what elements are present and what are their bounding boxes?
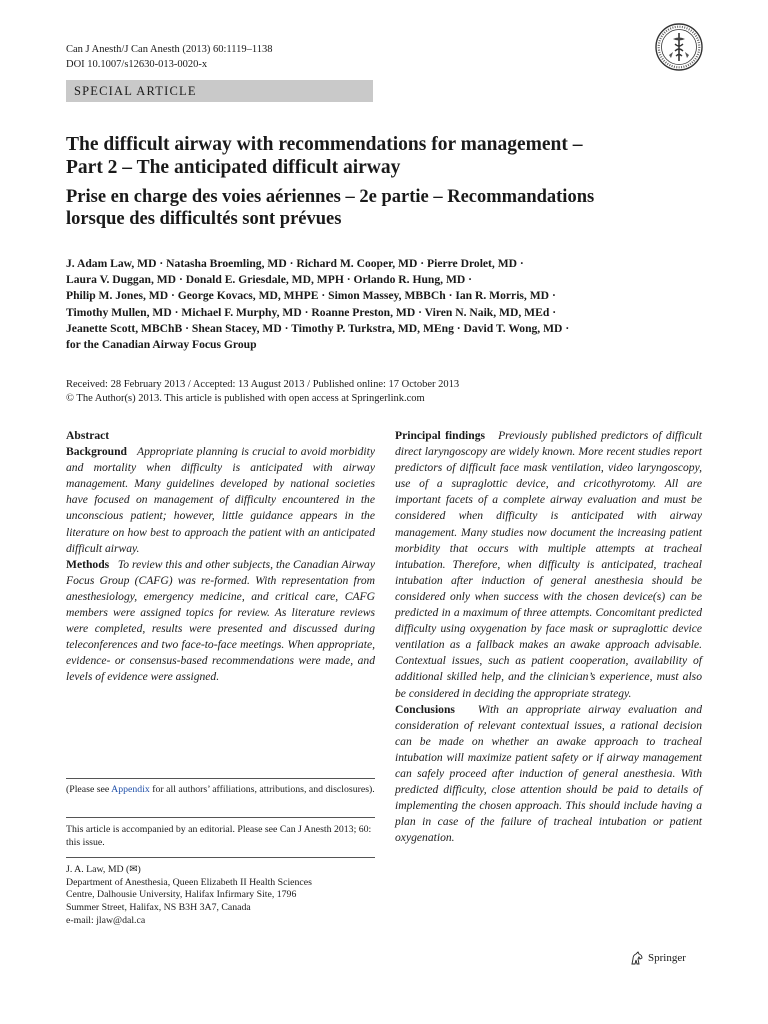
background-paragraph [66, 444, 375, 557]
findings-label: Principal findings [395, 429, 486, 442]
address-line: Centre, Dalhousie University, Halifax Infirmary Site, 1796 [66, 889, 297, 901]
society-crest-icon [654, 22, 704, 72]
address-line: Department of Anesthesia, Queen Elizabeth II Health Sciences [66, 876, 312, 888]
abstract-right-column [395, 428, 702, 846]
author-line: Philip M. Jones, MD · George Kovacs, MD, MHPE · Simon Massey, MBBCh · Ian R. Morris, MD · [66, 289, 556, 303]
received-accepted-published: Received: 28 February 2013 / Accepted: 13 August 2013 / Published online: 17 October 2013 [66, 379, 460, 390]
footnote-divider [66, 778, 375, 779]
article-type-banner: SPECIAL ARTICLE [66, 80, 373, 102]
springer-horse-icon [630, 951, 644, 965]
footnote-divider [66, 857, 375, 858]
appendix-link[interactable]: Appendix [111, 784, 150, 795]
appendix-note [66, 784, 375, 797]
appendix-prefix: (Please see [66, 784, 112, 795]
corresponding-name: J. A. Law, MD (✉) [66, 864, 141, 875]
background-text: Appropriate planning is crucial to avoid morbidity and mortality when difficulty is anticipated with airway management. Many guidelines developed by national societies have focused on management of difficulty encountered in the unconscious patient; however, little guidance appears in the literature on how best to approach the patient with an anticipated difficult airway. [66, 445, 375, 555]
french-title [66, 186, 706, 230]
findings-text: Previously published predictors of difficult direct laryngoscopy are widely known. More recent studies report predictors of difficult face mask ventilation, video laryngoscopy, use of a supraglottic device, and cricothyrotomy. All are important facets of a complete airway evaluation and must be considered when difficulty is anticipated with airway management. Many studies now document the increasing patient morbidity that occurs with multiple attempts at tracheal intubation. Therefore, when difficulty is anticipated, tracheal intubation after induction of general anesthesia should be considered only when success with the chosen device(s) can be predicted in a maximum of three attempts. Concomitant predicted difficulty using oxygenation by face mask or supraglottic device ventilation as a fallback makes an awake approach advisable. Contextual issues, such as patient cooperation, availability of additional skilled help, and the clinician’s experience, must also be considered in deciding the appropriate strategy. [395, 429, 702, 700]
methods-label: Methods [66, 557, 110, 571]
doi-line: DOI 10.1007/s12630-013-0020-x [66, 59, 208, 70]
address-line: Summer Street, Halifax, NS B3H 3A7, Canada [66, 902, 251, 914]
english-title-line1: The difficult airway with recommendations for management – [66, 134, 583, 155]
conclusions-label: Conclusions [395, 702, 455, 716]
methods-text: To review this and other subjects, the Canadian Airway Focus Group (CAFG) was re-formed. With representation from anesthesiology, emergency medicine, and critical care, CAFG members were assigned topics for review. As literature reviews were completed, results were presented and discussed during teleconferences and two face-to-face meetings. When appropriate, evidence- or consensus-based recommendations were made, and levels of evidence were assigned. [66, 557, 375, 684]
author-line: for the Canadian Airway Focus Group [66, 338, 257, 352]
english-title-line2: Part 2 – The anticipated difficult airway [66, 157, 401, 178]
conclusions-text: With an appropriate airway evaluation and consideration of relevant contextual issues, a rational decision can be made on whether an awake approach to tracheal intubation will maximize patient safety or if airway management can safely proceed after induction of general anesthesia. With predicted difficulty, close attention should be paid to details of implementing the chosen approach. This should include having a plan in case of the failure of tracheal intubation or patient oxygenation. [395, 702, 703, 845]
background-label: Background [66, 445, 127, 459]
publisher-logo [630, 951, 686, 965]
author-list [66, 256, 706, 353]
author-line: Laura V. Duggan, MD · Donald E. Griesdale, MD, MPH · Orlando R. Hung, MD · [66, 273, 473, 287]
methods-paragraph [66, 557, 375, 686]
french-title-line2: lorsque des difficultés sont prévues [66, 209, 342, 229]
publisher-name: Springer [648, 952, 686, 964]
author-line: J. Adam Law, MD · Natasha Broemling, MD · Richard M. Cooper, MD · Pierre Drolet, MD · [66, 257, 524, 270]
findings-paragraph [395, 428, 702, 702]
footnote-divider [66, 817, 375, 818]
abstract-left-column [66, 428, 375, 686]
publication-dates [66, 378, 706, 405]
editorial-note: This article is accompanied by an editorial. Please see Can J Anesth 2013; 60: this issue. [66, 824, 372, 848]
french-title-line1: Prise en charge des voies aériennes – 2e partie – Recommandations [66, 187, 595, 207]
email-line: e-mail: jlaw@dal.ca [66, 914, 146, 926]
english-title [66, 133, 706, 179]
abstract-heading: Abstract [66, 429, 110, 442]
author-line: Timothy Mullen, MD · Michael F. Murphy, MD · Roanne Preston, MD · Viren N. Naik, MD, MEd · [66, 305, 557, 319]
journal-line: Can J Anesth/J Can Anesth (2013) 60:1119–1138 [66, 44, 273, 55]
author-line: Jeanette Scott, MBChB · Shean Stacey, MD · Timothy P. Turkstra, MD, MEng · David T. Wong, MD · [66, 321, 570, 335]
copyright-line: © The Author(s) 2013. This article is published with open access at Springerlink.com [66, 392, 425, 404]
journal-citation [66, 42, 273, 72]
conclusions-paragraph [395, 702, 702, 847]
corresponding-author-block [66, 864, 375, 928]
appendix-suffix: for all authors’ affiliations, attributions, and disclosures). [149, 784, 375, 795]
